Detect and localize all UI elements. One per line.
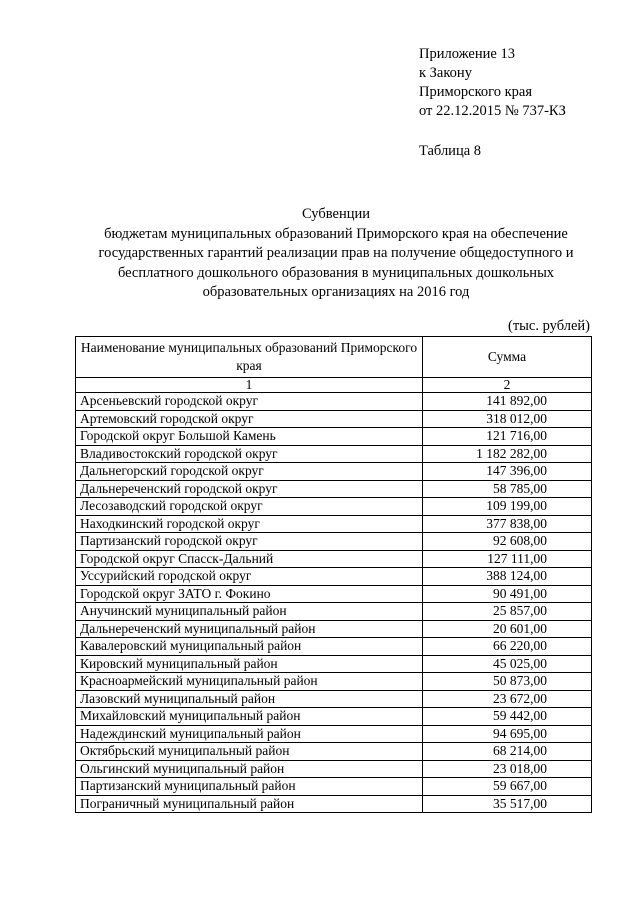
subsidy-amount: 377 838,00: [423, 515, 592, 533]
index-sum: 2: [423, 378, 592, 393]
municipality-name: Ольгинский муниципальный район: [76, 760, 423, 778]
municipality-name: Лазовский муниципальный район: [76, 690, 423, 708]
subsidy-amount: 94 695,00: [423, 725, 592, 743]
municipality-name: Лесозаводский городской округ: [76, 498, 423, 516]
table-row: [76, 795, 592, 813]
municipality-name: Дальнегорский городской округ: [76, 463, 423, 481]
municipality-name: Уссурийский городской округ: [76, 568, 423, 586]
table-row: [76, 533, 592, 551]
table-row: [76, 760, 592, 778]
subsidy-amount: 23 672,00: [423, 690, 592, 708]
municipality-name: Кавалеровский муниципальный район: [76, 638, 423, 656]
header-sum: Сумма: [423, 337, 592, 378]
appendix-line: Приморского края: [419, 84, 533, 100]
municipality-name: Анучинский муниципальный район: [76, 603, 423, 621]
subsidy-amount: 318 012,00: [423, 410, 592, 428]
subsidy-amount: 109 199,00: [423, 498, 592, 516]
title-line: государственных гарантий реализации прав на получение общедоступного и: [98, 245, 574, 261]
subsidy-amount: 59 667,00: [423, 778, 592, 796]
table-body: [76, 393, 592, 813]
table-row: [76, 708, 592, 726]
index-name: 1: [76, 378, 423, 393]
table-row: [76, 515, 592, 533]
table-row: [76, 463, 592, 481]
municipality-name: Арсеньевский городской округ: [76, 393, 423, 411]
subsidy-amount: 127 111,00: [423, 550, 592, 568]
table-label: Таблица 8: [419, 143, 482, 159]
subsidy-amount: 25 857,00: [423, 603, 592, 621]
appendix-line: от 22.12.2015 № 737-КЗ: [419, 103, 566, 119]
units-label: (тыс. рублей): [508, 318, 590, 334]
subsidy-amount: 23 018,00: [423, 760, 592, 778]
subsidy-amount: 90 491,00: [423, 585, 592, 603]
subsidies-table: [75, 336, 592, 813]
appendix-block: [419, 45, 566, 121]
subsidy-amount: 68 214,00: [423, 743, 592, 761]
municipality-name: Городской округ Большой Камень: [76, 428, 423, 446]
appendix-line: Приложение 13: [419, 46, 515, 62]
table-row: [76, 638, 592, 656]
subsidy-amount: 121 716,00: [423, 428, 592, 446]
header-name: Наименование муниципальных образований Приморского края: [76, 337, 423, 378]
subsidy-amount: 147 396,00: [423, 463, 592, 481]
appendix-line: к Закону: [419, 65, 472, 81]
subsidy-amount: 59 442,00: [423, 708, 592, 726]
title-line: бесплатного дошкольного образования в муниципальных дошкольных: [117, 264, 555, 281]
table-row: [76, 393, 592, 411]
document-title: [60, 205, 612, 303]
table-row: [76, 568, 592, 586]
title-line: образовательных организациях на 2016 год: [202, 284, 470, 300]
title-line: бюджетам муниципальных образований Приморского края на обеспечение: [104, 225, 568, 242]
subsidy-amount: 50 873,00: [423, 673, 592, 691]
table-row: [76, 690, 592, 708]
subsidy-amount: 388 124,00: [423, 568, 592, 586]
subsidy-amount: 141 892,00: [423, 393, 592, 411]
subsidy-amount: 1 182 282,00: [423, 445, 592, 463]
table-row: [76, 585, 592, 603]
table-row: [76, 410, 592, 428]
municipality-name: Партизанский муниципальный район: [76, 778, 423, 796]
table-row: [76, 743, 592, 761]
municipality-name: Пограничный муниципальный район: [76, 795, 423, 813]
subsidy-amount: 20 601,00: [423, 620, 592, 638]
subsidy-amount: 45 025,00: [423, 655, 592, 673]
table-row: [76, 603, 592, 621]
subsidy-amount: 58 785,00: [423, 480, 592, 498]
municipality-name: Находкинский городской округ: [76, 515, 423, 533]
title-line: Субвенции: [302, 206, 370, 222]
municipality-name: Красноармейский муниципальный район: [76, 673, 423, 691]
municipality-name: Надеждинский муниципальный район: [76, 725, 423, 743]
subsidy-amount: 35 517,00: [423, 795, 592, 813]
table-row: [76, 725, 592, 743]
table-row: [76, 498, 592, 516]
municipality-name: Артемовский городской округ: [76, 410, 423, 428]
subsidy-amount: 66 220,00: [423, 638, 592, 656]
table-row: [76, 428, 592, 446]
municipality-name: Михайловский муниципальный район: [76, 708, 423, 726]
municipality-name: Дальнереченский муниципальный район: [76, 620, 423, 638]
table-index-row: [76, 378, 592, 393]
municipality-name: Партизанский городской округ: [76, 533, 423, 551]
municipality-name: Городской округ ЗАТО г. Фокино: [76, 585, 423, 603]
municipality-name: Октябрьский муниципальный район: [76, 743, 423, 761]
table-row: [76, 655, 592, 673]
table-row: [76, 673, 592, 691]
table-row: [76, 778, 592, 796]
table-row: [76, 445, 592, 463]
table-row: [76, 480, 592, 498]
municipality-name: Владивостокский городской округ: [76, 445, 423, 463]
municipality-name: Городской округ Спасск-Дальний: [76, 550, 423, 568]
table-row: [76, 550, 592, 568]
subsidy-amount: 92 608,00: [423, 533, 592, 551]
municipality-name: Дальнереченский городской округ: [76, 480, 423, 498]
table-row: [76, 620, 592, 638]
municipality-name: Кировский муниципальный район: [76, 655, 423, 673]
table-header-row: [76, 337, 592, 378]
